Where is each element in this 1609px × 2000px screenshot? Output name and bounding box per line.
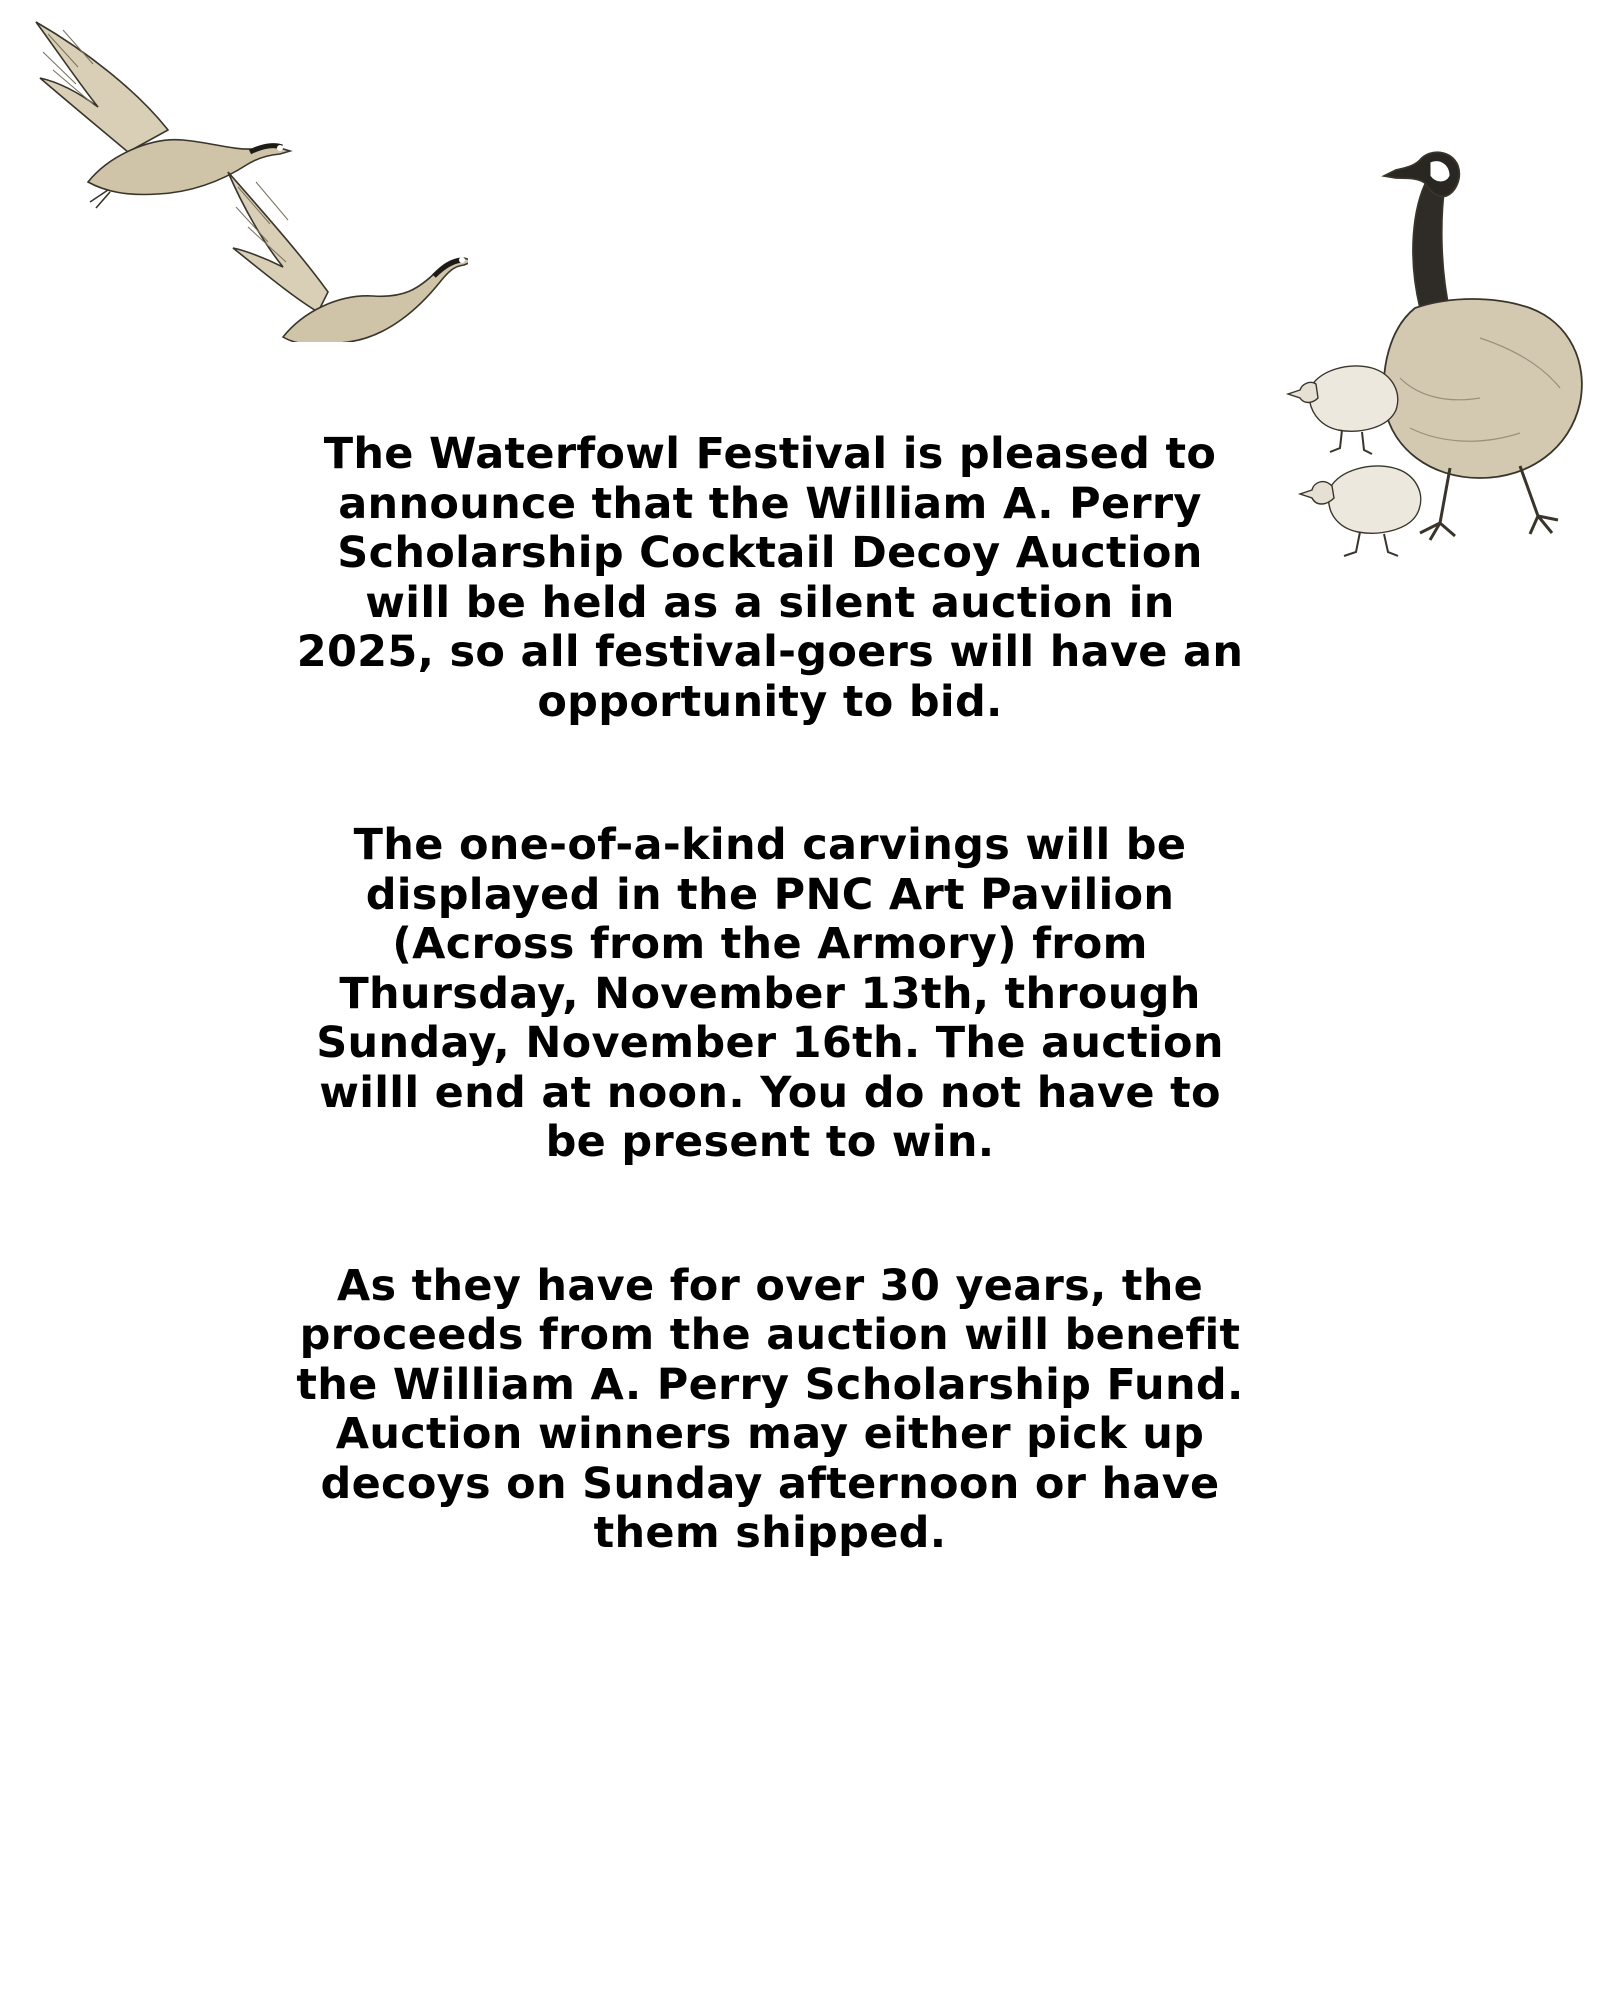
flying-goose-icon: [36, 22, 290, 208]
announcement-paragraph-3: As they have for over 30 years, the proceeds from the auction will benefit the William A. Perry Scholarship Fund. Auction winners may either pick up decoys on Sunday afternoon or have them shipped.: [296, 1260, 1244, 1558]
gosling-icon: [1288, 366, 1398, 454]
flying-geese-illustration: [18, 12, 468, 342]
goose-with-goslings-illustration: [1280, 148, 1609, 588]
announcement-text: [290, 430, 1250, 1559]
gosling-icon: [1300, 466, 1421, 556]
announcement-paragraph-1: The Waterfowl Festival is pleased to announce that the William A. Perry Scholarship Cocktail Decoy Auction will be held as a silent auction in 2025, so all festival-goers will have an opportunity to bid.: [296, 429, 1244, 727]
announcement-paragraph-2: The one-of-a-kind carvings will be displayed in the PNC Art Pavilion (Across from the Armory) from Thursday, November 13th, through Sunday, November 16th. The auction willl end at noon. You do not have to be present to win.: [316, 820, 1224, 1167]
flying-goose-icon: [228, 172, 468, 342]
